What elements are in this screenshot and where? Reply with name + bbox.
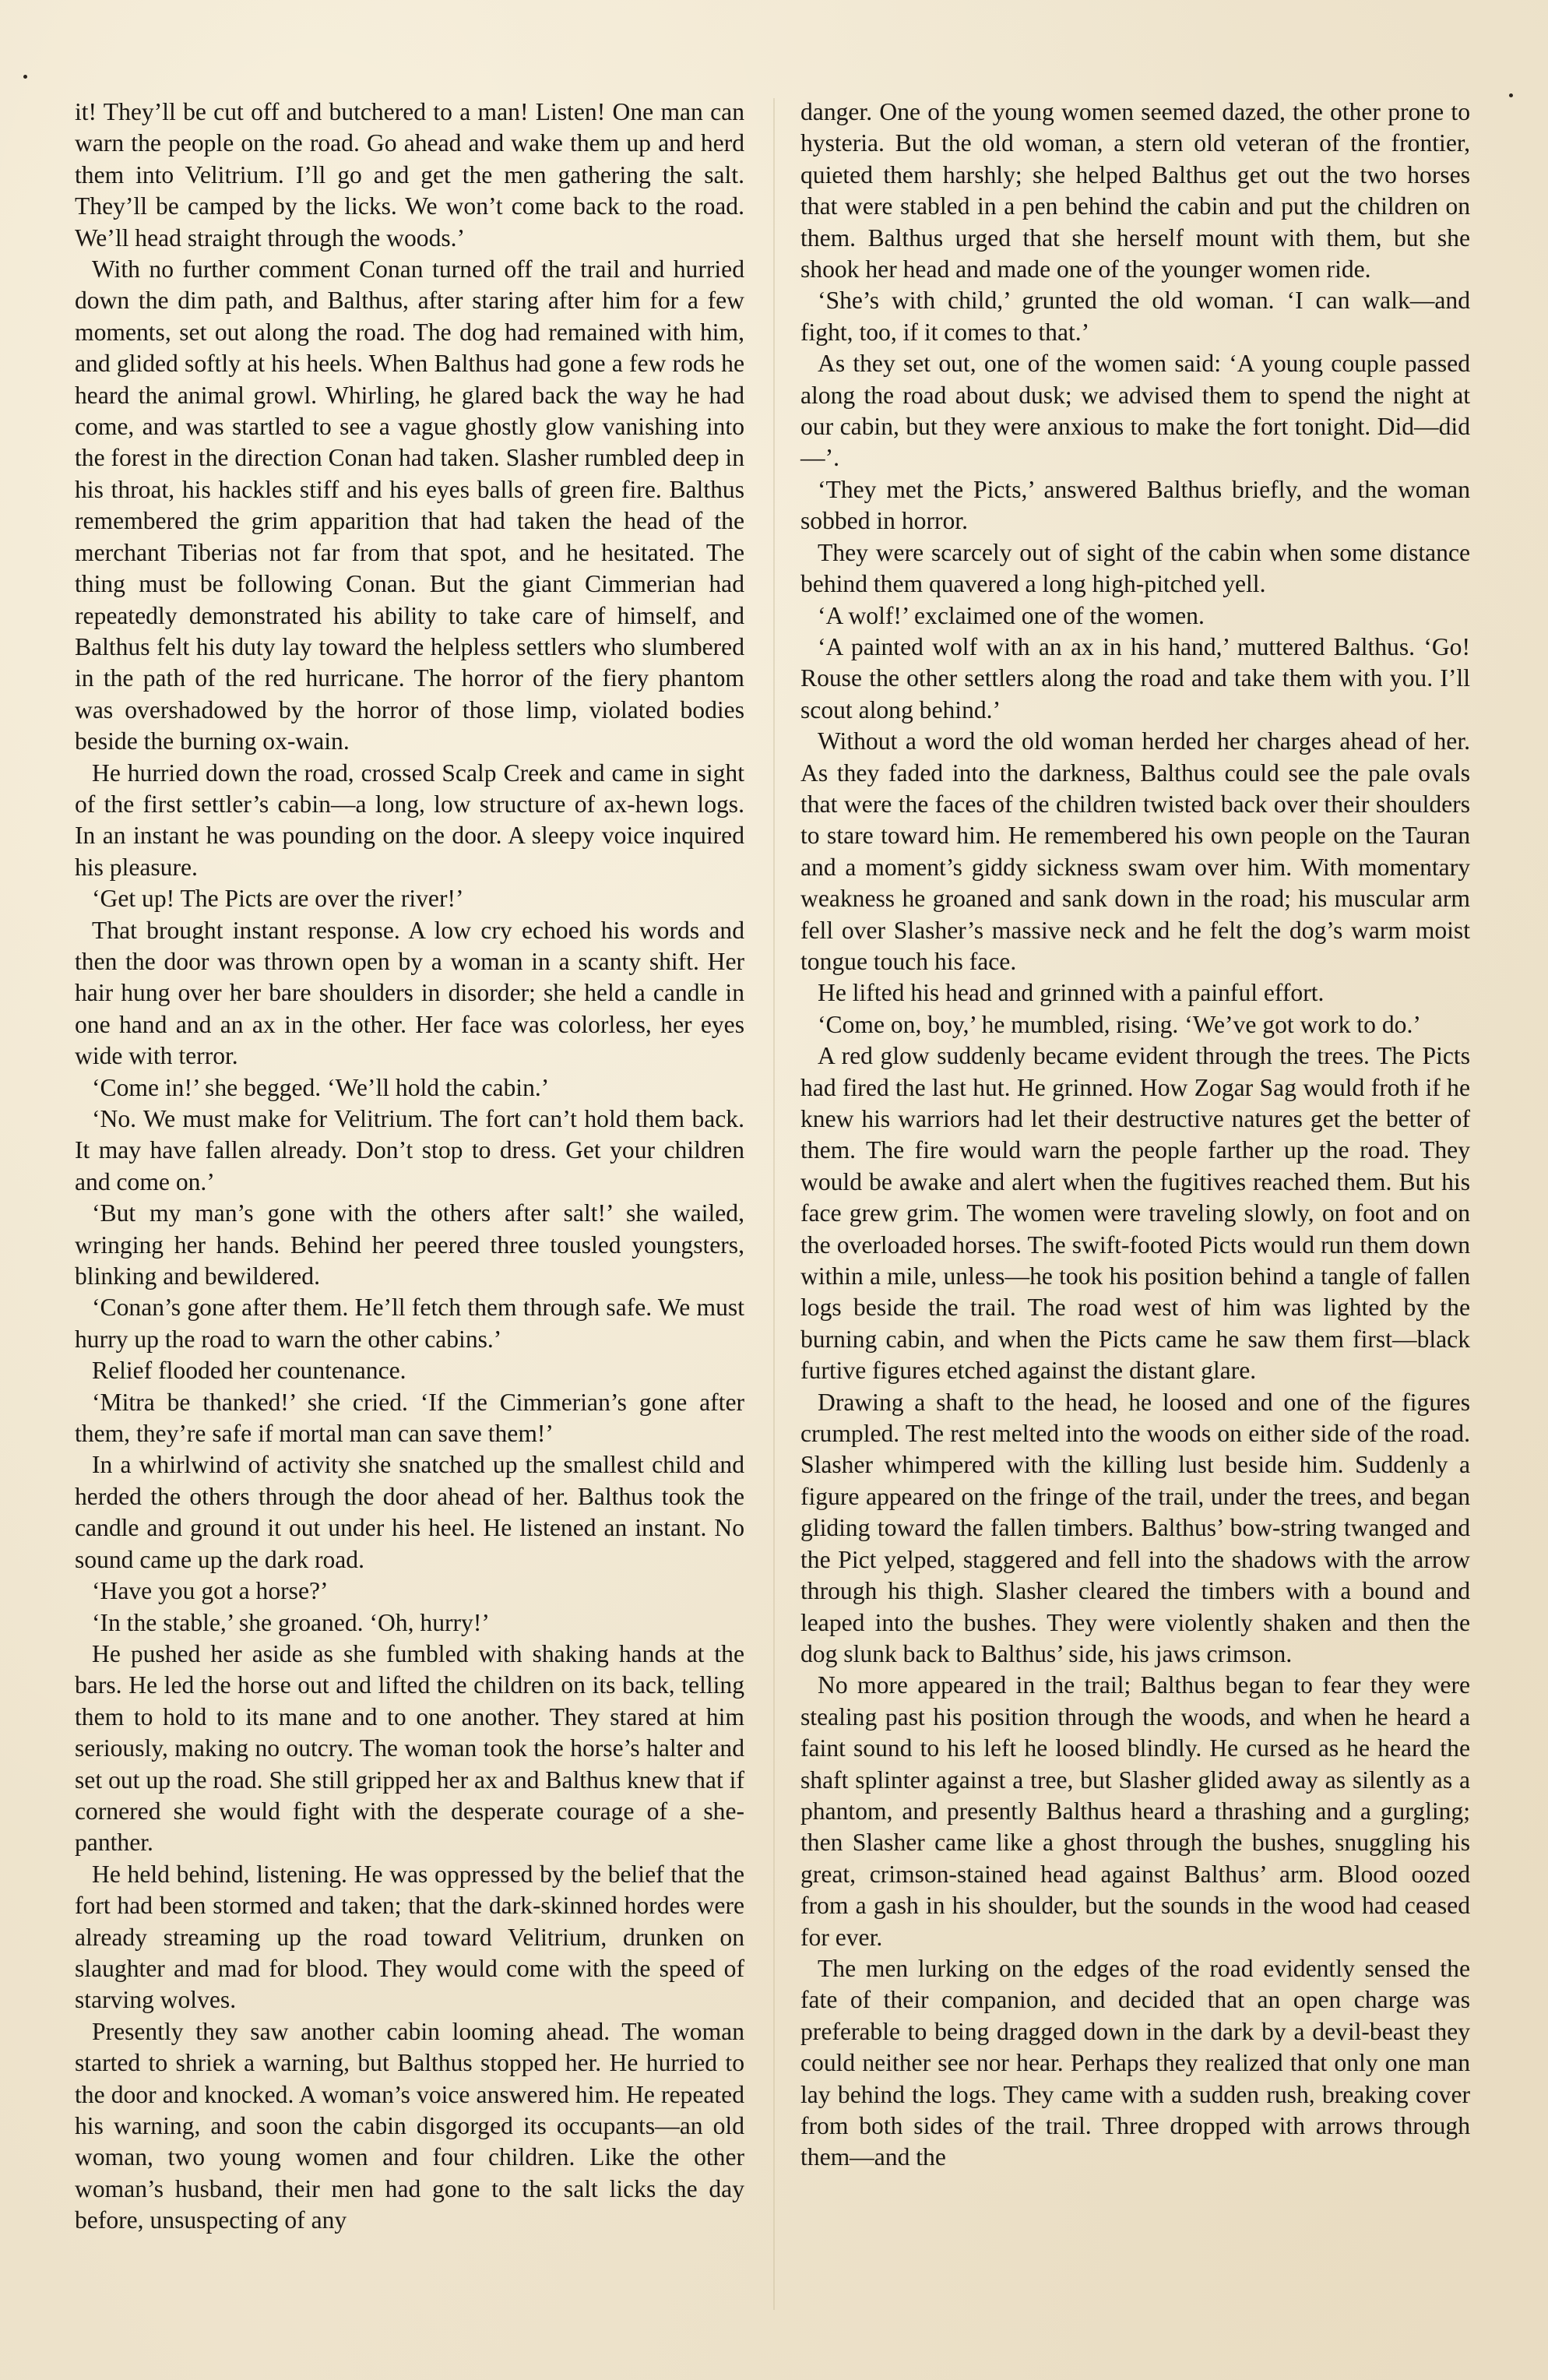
paragraph: The men lurking on the edges of the road evidently sensed the fate of their companion, and decided that an open charge was preferable to being dragged down in the dark by a devil-beast they could neither see nor hear. Perhaps they realized that only one man lay behind the logs. They came with a sudden rush, breaking cover from both sides of the trail. Three dropped with arrows through them—and the <box>800 1954 1470 2171</box>
paragraph: ‘She’s with child,’ grunted the old woman. ‘I can walk—and fight, too, if it comes to that.’ <box>800 287 1470 346</box>
paragraph: ‘Have you got a horse?’ <box>92 1577 329 1605</box>
paragraph: ‘A wolf!’ exclaimed one of the women. <box>818 601 1205 629</box>
paragraph: ‘A painted wolf with an ax in his hand,’ muttered Balthus. ‘Go! Rouse the other settlers along the road and take them with you. I’ll scout along behind.’ <box>800 632 1470 724</box>
paragraph: No more appeared in the trail; Balthus began to fear they were stealing past his position through the woods, and when he heard a faint sound to his left he loosed blindly. He cursed as he heard the shaft splinter against a tree, but Slasher glided away as silently as a phantom, and presently Balthus heard a thrashing and a gurgling; then Slasher came like a ghost through the bushes, snuggling his great, crimson-stained head against Balthus’ arm. Blood oozed from a gash in his shoulder, but the sounds in the wood had ceased for ever. <box>800 1671 1470 1951</box>
paragraph: ‘Conan’s gone after them. He’ll fetch them through safe. We must hurry up the road to warn the other cabins.’ <box>75 1294 744 1353</box>
paragraph: ‘Mitra be thanked!’ she cried. ‘If the Cimmerian’s gone after them, they’re safe if mortal man can save them!’ <box>75 1388 744 1448</box>
left-text-column <box>75 97 744 2237</box>
paragraph: ‘In the stable,’ she groaned. ‘Oh, hurry!’ <box>92 1608 490 1636</box>
column-divider <box>773 98 775 2310</box>
paragraph: That brought instant response. A low cry echoed his words and then the door was thrown open by a woman in a scanty shift. Her hair hung over her bare shoulders in disorder; she held a candle in one hand and an ax in the other. Her face was colorless, her eyes wide with terror. <box>75 916 744 1070</box>
ink-speck <box>23 75 27 79</box>
paragraph: Drawing a shaft to the head, he loosed and one of the figures crumpled. The rest melted into the woods on either side of the road. Slasher whimpered with the killing lust beside him. Suddenly a figure appeared on the fringe of the trail, under the trees, and began gliding toward the fallen timbers. Balthus’ bow-string twanged and the Pict yelped, staggered and fell into the shadows with the arrow through his thigh. Slasher cleared the timbers with a bound and leaped into the bushes. They were violently shaken and then the dog slunk back to Balthus’ side, his jaws crimson. <box>800 1388 1470 1667</box>
paragraph: ‘Get up! The Picts are over the river!’ <box>92 885 464 913</box>
paragraph: With no further comment Conan turned off the trail and hurried down the dim path, and Balthus, after staring after him for a few moments, set out along the road. The dog had remained with him, and glided softly at his heels. When Balthus had gone a few rods he heard the animal growl. Whirling, he glared back the way he had come, and was startled to see a vague ghostly glow vanishing into the forest in the direction Conan had taken. Slasher rumbled deep in his throat, his hackles stiff and his eyes balls of green fire. Balthus remembered the grim apparition that had taken the head of the merchant Tiberias not far from that spot, and he hesitated. The thing must be following Conan. But the giant Cimmerian had repeatedly demonstrated his ability to take care of himself, and Balthus felt his duty lay toward the helpless settlers who slumbered in the path of the red hurricane. The horror of the fiery phantom was overshadowed by the horror of those limp, violated bodies beside the burning ox-wain. <box>75 255 744 755</box>
paragraph: As they set out, one of the women said: ‘A young couple passed along the road about dusk; we advised them to spend the night at our cabin, but they were anxious to make the fort tonight. Did—did—’. <box>800 350 1470 472</box>
paragraph: it! They’ll be cut off and butchered to a man! Listen! One man can warn the people on the road. Go ahead and wake them up and herd them into Velitrium. I’ll go and get the men gathering the salt. They’ll be camped by the licks. We won’t come back to the road. We’ll head straight through the woods.’ <box>75 98 744 252</box>
paragraph: ‘No. We must make for Velitrium. The fort can’t hold them back. It may have fallen already. Don’t stop to dress. Get your children and come on.’ <box>75 1105 744 1195</box>
paragraph: A red glow suddenly became evident through the trees. The Picts had fired the last hut. He grinned. How Zogar Sag would froth if he knew his warriors had let their destructive natures get the better of them. The fire would warn the people farther up the road. They would be awake and alert when the fugitives reached them. But his face grew grim. The women were traveling slowly, on foot and on the overloaded horses. The swift-footed Picts would run them down within a mile, unless—he took his position behind a tangle of fallen logs beside the trail. The road west of him was lighted by the burning cabin, and when the Picts came he saw them first—black furtive figures etched against the distant glare. <box>800 1042 1470 1385</box>
paragraph: Without a word the old woman herded her charges ahead of her. As they faded into the darkness, Balthus could see the pale ovals that were the faces of the children twisted back over their shoulders to stare toward him. He remembered his own people on the Tauran and a moment’s giddy sickness swam over him. With momentary weakness he groaned and sank down in the road; his muscular arm fell over Slasher’s massive neck and he felt the dog’s warm moist tongue touch his face. <box>800 727 1470 975</box>
paragraph: ‘They met the Picts,’ answered Balthus briefly, and the woman sobbed in horror. <box>800 475 1470 535</box>
paragraph: danger. One of the young women seemed dazed, the other prone to hysteria. But the old woman, a stern old veteran of the frontier, quieted them harshly; she helped Balthus get out the two horses that were stabled in a pen behind the cabin and put the children on them. Balthus urged that she herself mount with them, but she shook her head and made one of the younger women ride. <box>800 98 1470 283</box>
paragraph: Relief flooded her countenance. <box>92 1357 406 1385</box>
paragraph: He hurried down the road, crossed Scalp Creek and came in sight of the first settler’s cabin—a long, low structure of ax-hewn logs. In an instant he was pounding on the door. A sleepy voice inquired his pleasure. <box>75 759 744 881</box>
paragraph: ‘Come in!’ she begged. ‘We’ll hold the cabin.’ <box>92 1073 550 1101</box>
paragraph: ‘But my man’s gone with the others after salt!’ she wailed, wringing her hands. Behind her peered three tousled youngsters, blinking and bewildered. <box>75 1199 744 1290</box>
paragraph: In a whirlwind of activity she snatched up the smallest child and herded the others through the door ahead of her. Balthus took the candle and ground it out under his heel. He listened an instant. No sound came up the dark road. <box>75 1451 744 1573</box>
paragraph: He held behind, listening. He was oppressed by the belief that the fort had been stormed and taken; that the dark-skinned hordes were already streaming up the road toward Velitrium, drunken on slaughter and mad for blood. They would come with the speed of starving wolves. <box>75 1860 744 2014</box>
right-text-column <box>800 97 1470 2174</box>
paragraph: He pushed her aside as she fumbled with shaking hands at the bars. He led the horse out and lifted the children on its back, telling them to hold to its mane and to one another. They stared at him seriously, making no outcry. The woman took the horse’s halter and set out up the road. She still gripped her ax and Balthus knew that if cornered she would fight with the desperate courage of a she-panther. <box>75 1639 744 1857</box>
paragraph: They were scarcely out of sight of the cabin when some distance behind them quavered a long high-pitched yell. <box>800 538 1470 598</box>
paragraph: ‘Come on, boy,’ he mumbled, rising. ‘We’ve got work to do.’ <box>818 1010 1421 1038</box>
paragraph: He lifted his head and grinned with a painful effort. <box>818 979 1325 1007</box>
paragraph: Presently they saw another cabin looming ahead. The woman started to shriek a warning, but Balthus stopped her. He hurried to the door and knocked. A woman’s voice answered him. He repeated his warning, and soon the cabin disgorged its occupants—an old woman, two young women and four children. Like the other woman’s husband, their men had gone to the salt licks the day before, unsuspecting of any <box>75 2017 744 2234</box>
ink-speck <box>1509 93 1513 97</box>
